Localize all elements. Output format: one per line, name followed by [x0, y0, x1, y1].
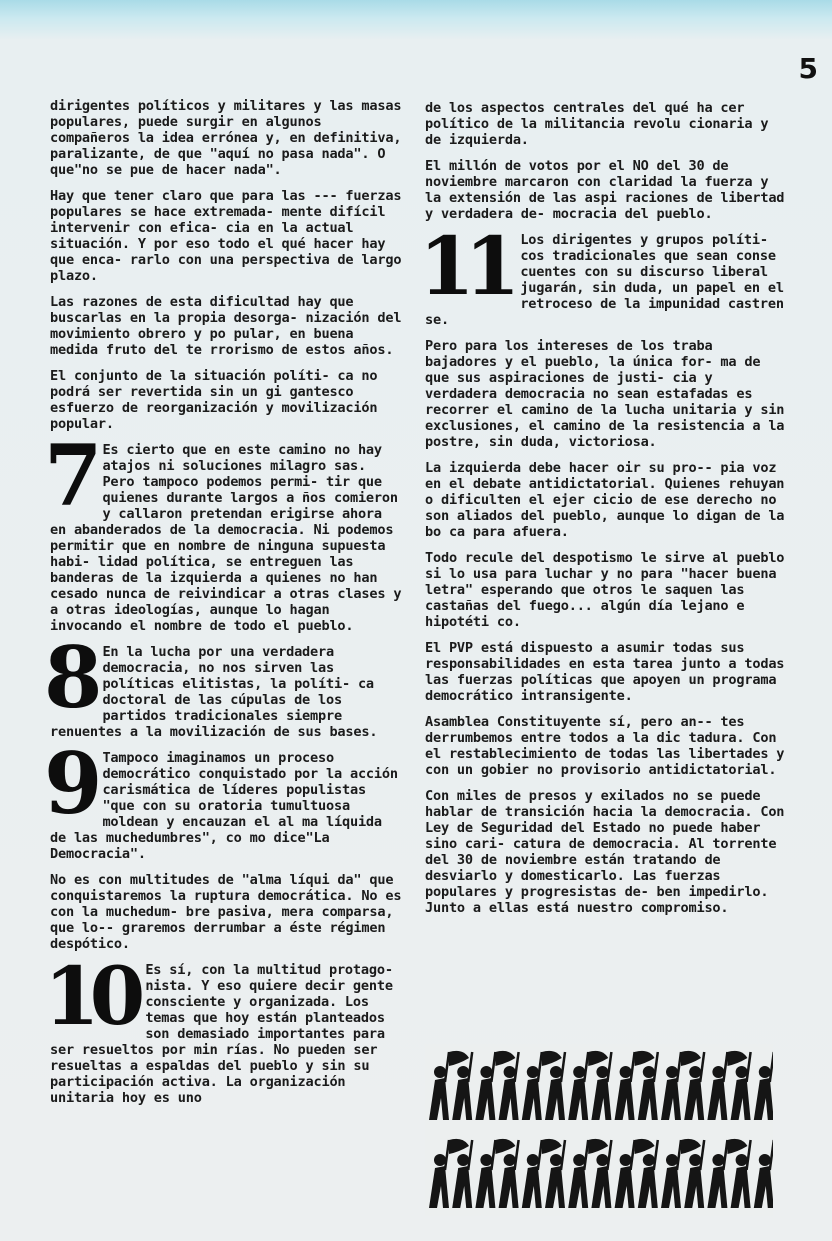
- paragraph: [425, 788, 785, 916]
- paragraph-text: El millón de votos por el NO del 30 de noviembre marcaron con claridad la fuerza y la extensión de las aspi raciones de libertad y verdadera de- mocracia del pueblo.: [425, 158, 785, 222]
- paragraph-text: Con miles de presos y exilados no se puede hablar de transición hacia la democracia. Con Ley de Seguridad del Estado no puede haber sino cari- catura de democracia. Al torrente del 30 de noviembre están tratando de desviarlo y domesticarlo. Las fuerzas populares y progresistas de- ben impedirlo. Junto a ellas está nuestro compromiso.: [425, 788, 785, 916]
- numbered-paragraph: [44, 949, 402, 1106]
- paragraph-text: Pero para los intereses de los traba bajadores y el pueblo, la única for- ma de que sus aspiraciones de justi- cia y verdadera democracia no sean estafadas es recorrer el camino de la lucha unitaria y sin exclusiones, el camino de la resistencia a la postre, sin duda, victoriosa.: [425, 338, 785, 450]
- paragraph: [50, 98, 402, 178]
- section-number: 8: [44, 628, 97, 727]
- paragraph-text: Todo recule del despotismo le sirve al pueblo si lo usa para luchar y no para "hacer buena letra" esperando que otros le saquen las castañas del fuego... algún día lejano e hipotéti co.: [425, 550, 785, 630]
- paragraph-text: La izquierda debe hacer oir su pro-- pia voz en el debate antidictatorial. Quienes rehuyan o dificulten el ejer cicio de ese derecho no son aliados del pueblo, aunque lo digan de la bo ca para afuera.: [425, 460, 785, 540]
- paragraph-text: Es sí, con la multitud protago- nista. Y eso quiere decir gente consciente y organizada. Los temas que hoy están planteados son demasiado importantes para ser resueltos por min rías. No pueden ser resueltas a espaldas del pueblo y sin su participación activa. La organización unitaria hoy es uno: [50, 962, 393, 1106]
- paragraph-text: En la lucha por una verdadera democracia, no nos sirven las políticas elitistas, la políti- ca doctoral de las cúpulas de los partidos tradicionales siempre renuentes a la movilización de sus bases.: [50, 644, 378, 740]
- numbered-paragraph: [419, 219, 785, 328]
- paragraph-text: El PVP está dispuesto a asumir todas sus responsabilidades en esta tarea junto a todas las fuerzas políticas que apoyen un programa democrático intransigente.: [425, 640, 785, 704]
- numbered-paragraph: [44, 734, 402, 862]
- section-number: 10: [44, 949, 136, 1043]
- paragraph: [425, 460, 785, 540]
- crowd-with-flags-illustration: [425, 1044, 773, 1216]
- section-number: 11: [419, 219, 511, 313]
- paragraph: [425, 640, 785, 704]
- paragraph: [425, 100, 785, 148]
- numbered-paragraph: [44, 628, 402, 740]
- paragraph-text: Hay que tener claro que para las --- fuerzas populares se hace extremada- mente difícil intervenir con efica- cia en la actual situación. Y por eso todo el qué hacer hay que enca- rarlo con una perspectiva de largo plazo.: [50, 188, 402, 284]
- section-number: 7: [44, 426, 97, 525]
- page-number: 5: [798, 52, 818, 85]
- paragraph-text: dirigentes políticos y militares y las masas populares, puede surgir en algunos compañeros la idea errónea y, en definitiva, paralizante, de que "aquí no pasa nada". O que"no se pue de hacer nada".: [50, 98, 402, 178]
- numbered-paragraph: [44, 426, 402, 634]
- paragraph: [50, 294, 402, 358]
- paragraph-text: Tampoco imaginamos un proceso democrático conquistado por la acción carismática de líderes populistas "que con su oratoria tumultuosa moldean y encauzan el al ma líquida de las muchedumbres", co mo dice"La Democracia".: [50, 750, 398, 862]
- paragraph-text: Es cierto que en este camino no hay atajos ni soluciones milagro sas. Pero tampoco podemos permi- tir que quienes durante largos a ños comieron y callaron pretendan erigirse ahora en abanderados de la democracia. Ni podemos permitir que en nombre de ninguna supuesta habi- lidad política, se entreguen las banderas de la izquierda a quienes no han cesado nunca de reivindicar a otras clases y a otras ideologías, aunque lo hagan invocando el nombre de todo el pueblo.: [50, 442, 402, 634]
- paragraph: [50, 368, 402, 432]
- paragraph-text: Asamblea Constituyente sí, pero an-- tes derrumbemos entre todos a la dic tadura. Con el restablecimiento de todas las libertades y con un gobier no provisorio antidictatorial.: [425, 714, 785, 778]
- paragraph: [425, 158, 785, 222]
- paragraph-text: No es con multitudes de "alma líqui da" que conquistaremos la ruptura democrática. No es con la muchedum- bre pasiva, mera comparsa, que lo-- graremos derrumbar a éste régimen despótico.: [50, 872, 402, 952]
- paragraph: [425, 550, 785, 630]
- right-column: [419, 100, 785, 926]
- paragraph: [50, 188, 402, 284]
- paragraph-text: El conjunto de la situación políti- ca no podrá ser revertida sin un gi gantesco esfuerzo de reorganización y movilización popular.: [50, 368, 378, 432]
- paragraph-text: Los dirigentes y grupos políti- cos tradicionales que sean conse cuentes con su discurso liberal jugarán, sin duda, un papel en el retroceso de la impunidad castren se.: [425, 232, 784, 328]
- paragraph: [425, 714, 785, 778]
- paragraph-text: Las razones de esta dificultad hay que buscarlas en la propia desorga- nización del movimiento obrero y po pular, en buena medida fruto del te rrorismo de estos años.: [50, 294, 402, 358]
- paragraph: [425, 338, 785, 450]
- paragraph: [50, 872, 402, 952]
- paragraph-text: de los aspectos centrales del qué ha cer político de la militancia revolu cionaria y de izquierda.: [425, 100, 769, 148]
- section-number: 9: [44, 734, 97, 833]
- left-column: [44, 98, 402, 1116]
